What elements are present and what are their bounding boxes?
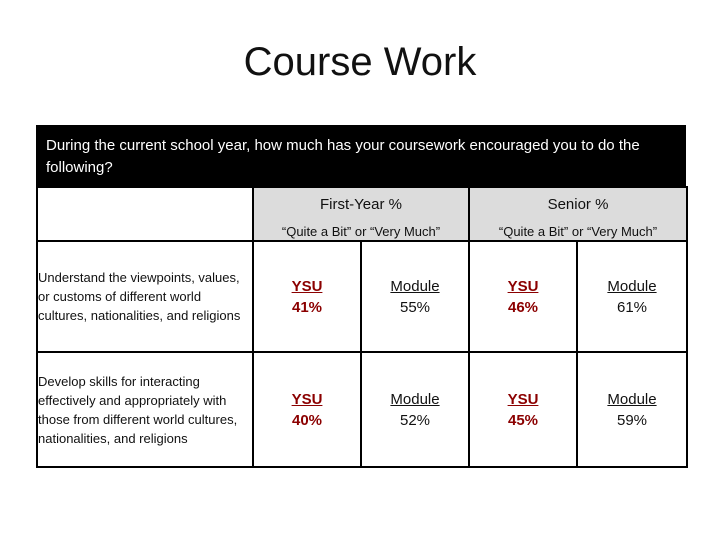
row-item-label: Develop skills for interacting effectively and appropriately with those from different world cultures, nationalities, and religions (37, 352, 253, 467)
header-row (37, 187, 687, 241)
first-year-module-cell (361, 241, 469, 352)
senior-header (469, 187, 687, 241)
cell-percent: 46% (507, 298, 539, 316)
header-blank-cell (37, 187, 253, 241)
cell-percent: 55% (399, 298, 431, 316)
cell-group-name: Module (607, 277, 657, 295)
senior-header-subtitle: “Quite a Bit” or “Very Much” (498, 224, 658, 239)
senior-module-cell (577, 352, 687, 467)
senior-ysu-cell (469, 241, 577, 352)
cell-group-name: YSU (291, 390, 323, 408)
senior-header-title: Senior % (547, 196, 609, 213)
slide-title: Course Work (243, 40, 477, 84)
cell-percent: 59% (616, 411, 648, 429)
cell-percent: 45% (507, 411, 539, 429)
first-year-header-subtitle: “Quite a Bit” or “Very Much” (281, 224, 441, 239)
cell-percent: 61% (616, 298, 648, 316)
cell-group-name: Module (390, 390, 440, 408)
row-item-label: Understand the viewpoints, values, or customs of different world cultures, nationalities, and religions (37, 241, 253, 352)
cell-percent: 52% (399, 411, 431, 429)
cell-group-name: YSU (291, 277, 323, 295)
cell-group-name: YSU (507, 277, 539, 295)
survey-question: During the current school year, how much has your coursework encouraged you to do the following? (36, 125, 686, 187)
first-year-header-title: First-Year % (320, 196, 402, 213)
results-table (36, 186, 688, 468)
cell-percent: 40% (291, 411, 323, 429)
first-year-ysu-cell (253, 352, 361, 467)
senior-module-cell (577, 241, 687, 352)
first-year-ysu-cell (253, 241, 361, 352)
cell-group-name: Module (607, 390, 657, 408)
senior-ysu-cell (469, 352, 577, 467)
cell-group-name: YSU (507, 390, 539, 408)
cell-percent: 41% (291, 298, 323, 316)
table-row (37, 241, 687, 352)
first-year-module-cell (361, 352, 469, 467)
table-row (37, 352, 687, 467)
first-year-header (253, 187, 469, 241)
cell-group-name: Module (390, 277, 440, 295)
